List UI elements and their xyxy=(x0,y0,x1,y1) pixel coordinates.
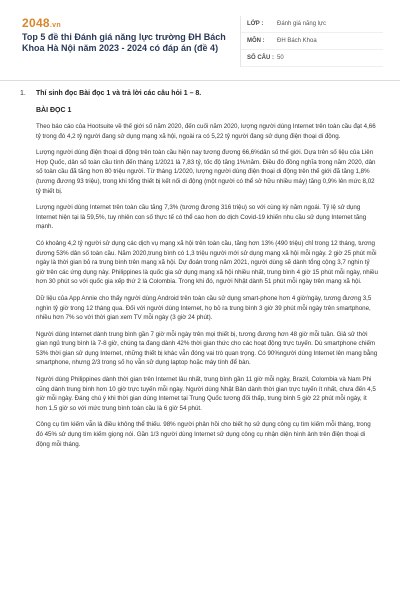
meta-row-count xyxy=(241,50,383,67)
reading-title: BÀI ĐỌC 1 xyxy=(36,107,72,114)
meta-value: Đánh giá năng lực xyxy=(277,21,327,27)
reading-paragraph: Người dùng Philippines dành thời gian trên Internet lâu nhất, trung bình gần 11 giờ mỗi ngày, Brazil, Colombia và Nam Phi cũng dành trung bình hơn 10 giờ trực tuyến mỗi ngày. Người dùng Nhật Bản dành thời gian trực tuyến ít nhất, chưa đến 4,5 giờ mỗi ngày. Đáng chú ý khi thời gian dùng Internet tại Trung Quốc tương đối thấp, trung bình 5 giờ 22 phút mỗi ngày, ít hơn 1,5 giờ so với mức trung bình toàn cầu là 6 giờ 54 phút. xyxy=(36,376,376,412)
reading-paragraph: Theo báo cáo của Hootsuite về thế giới số năm 2020, đến cuối năm 2020, lượng người dùng Internet trên toàn cầu đạt 4,66 tỷ trong đó 4,2 tỷ người đang sử dụng mạng xã hội, ngoài ra có 5,22 tỷ người đang sử dụng điện thoại di động. xyxy=(36,123,376,140)
meta-row-subject xyxy=(241,33,383,50)
logo-main: 2048 xyxy=(22,16,50,30)
reading-passage xyxy=(36,107,378,456)
meta-value: ĐH Bách Khoa xyxy=(277,38,317,44)
reading-paragraph: Người dùng Internet dành trung bình gần 7 giờ mỗi ngày trên mọi thiết bị, tương đương hơn 48 giờ mỗi tuần. Giả sử thời gian ngủ trung bình là 7-8 giờ, chúng ta đang dành 42% thời gian thức cho các hoạt động trực tuyến. Dù smartphone chiếm 53% thời gian sử dụng Internet, những thiết bị khác vẫn đóng vai trò quan trọng. Có 90%người dùng Internet lên mạng bằng smartphone, nhưng 2/3 trong số họ vẫn sử dụng laptop hoặc máy tính để bàn. xyxy=(36,330,378,367)
reading-paragraph: Công cụ tìm kiếm vẫn là điều không thể thiếu. 98% người phản hồi cho biết họ sử dụng công cụ tìm kiếm mỗi tháng, trong đó 45% sử dụng tìm kiếm giọng nói. Gần 1/3 người dùng Internet sử dụng công cụ nhận diện hình ảnh trên điện thoại di động mỗi tháng. xyxy=(36,421,371,448)
meta-label: SỐ CÂU : xyxy=(247,55,274,61)
reading-paragraph: Dữ liệu của App Annie cho thấy người dùng Android trên toàn cầu sử dụng smart-phone hơn 4 giờ/ngày, tương đương 3,5 nghìn tỷ giờ trong 12 tháng qua. Đối với người dùng Internet, họ bỏ ra trung bình 3 giờ 39 phút mỗi ngày trên smartphone, nhiều hơn 7% so với thời gian xem TV mỗi ngày (3 giờ 24 phút). xyxy=(36,294,372,322)
header xyxy=(16,12,384,70)
reading-paragraph: Có khoảng 4,2 tỷ người sử dụng các dịch vụ mạng xã hội trên toàn cầu, tăng hơn 13% (490 triệu) chỉ trong 12 tháng, tương đương 53% dân số toàn cầu. Năm 2020,trung bình có 1,3 triệu người mới sử dụng mạng xã hội mỗi ngày. 2 giờ 25 phút mỗi ngày là thời gian bỏ ra trung bình trên mạng xã hội. Dự đoán trong năm 2021, người dùng sẽ dành tổng cộng 3,7 nghìn tỷ giờ trên các ứng dụng này. Philippines là quốc gia sử dụng mạng xã hội nhiều nhất, trung bình 4 giờ 15 phút mỗi ngày, nhiều hơn 30 phút so với quốc gia xếp thứ 2 là Colombia. Trong khi đó, người Nhật dành 51 phút mỗi ngày trên mạng xã hội. xyxy=(36,239,378,286)
meta-row-class xyxy=(241,16,383,33)
meta-label: LỚP : xyxy=(247,21,264,27)
header-divider xyxy=(0,80,400,81)
reading-paragraph: Lượng người dùng Internet trên toàn cầu tăng 7,3% (tương đương 316 triệu) so với cùng kỳ năm ngoái. Tỷ lệ sử dụng Internet hiện tại là 59,5%, tuy nhiên con số thực tế có thể cao hơn do dịch Covid-19 khiến nhu cầu sử dụng Internet tăng mạnh. xyxy=(36,204,367,231)
question-prompt: Thí sinh đọc Bài đọc 1 và trả lời các câu hỏi 1 – 8. xyxy=(36,90,202,97)
meta-panel xyxy=(240,16,383,67)
meta-value: 50 xyxy=(277,55,284,61)
page-title: Top 5 đề thi Đánh giá năng lực trường ĐH Bách Khoa Hà Nội năm 2023 - 2024 có đáp án (đề 4) xyxy=(22,32,226,53)
site-logo[interactable] xyxy=(22,16,61,30)
question-content xyxy=(0,90,400,600)
question-number: 1. xyxy=(20,90,26,97)
meta-label: MÔN : xyxy=(247,38,265,44)
reading-paragraph: Lượng người dùng điện thoại di động trên toàn cầu hiện nay tương đương 66,6%dân số thế giới. Dựa trên số liệu của Liên Hợp Quốc, dân số toàn cầu tính đến tháng 1/2021 là 7,83 tỷ, tốc độ tăng 1%/năm. Điều đó đồng nghĩa trong năm 2020, dân số toàn cầu đã tăng hơn 80 triệu người. Từ tháng 1/2020, lượng người dùng điện thoại di động trên thế giới đã tăng 1,8% (tương đương 93 triệu), trong khi tổng thiết bị kết nối di động (một người có thể sở hữu nhiều máy) tăng 0,9% lên mức 8,02 tỷ thiết bị. xyxy=(36,149,376,195)
logo-suffix: .vn xyxy=(49,22,61,29)
